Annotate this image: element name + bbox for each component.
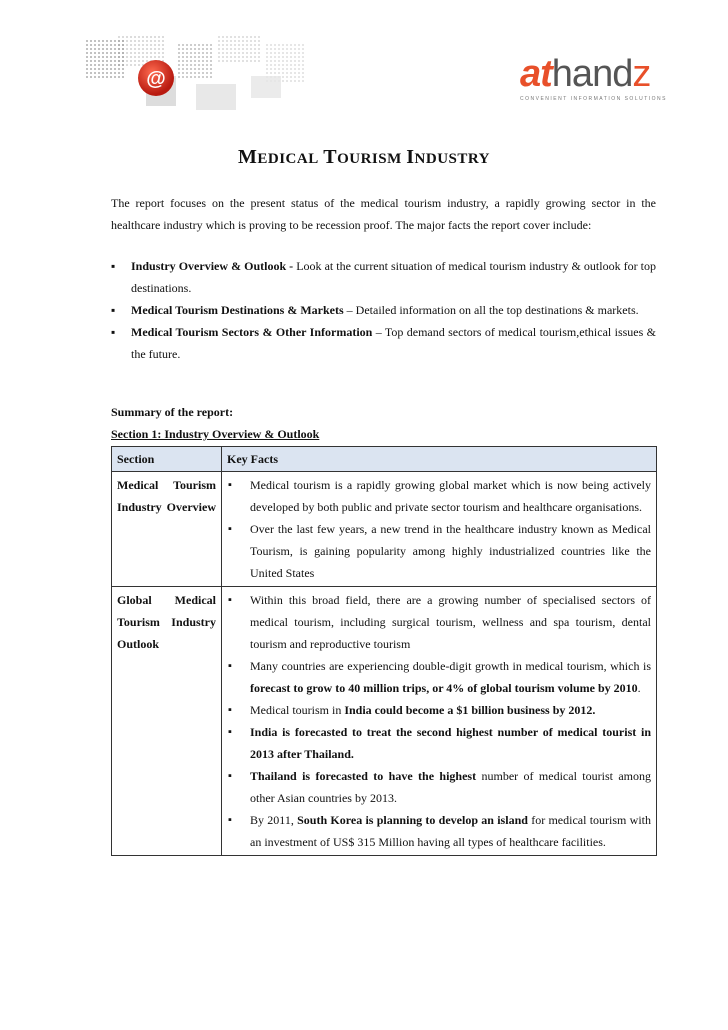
logo-z-text: z bbox=[632, 53, 651, 95]
list-item: ▪ Medical Tourism Destinations & Markets – Detailed information on all the top destinations & markets. bbox=[111, 299, 656, 321]
fact-item: ▪ Over the last few years, a new trend in the healthcare industry known as Medical Tourism, is gaining popularity among highly industrialized countries like the United States bbox=[228, 518, 651, 584]
key-facts-table bbox=[111, 446, 657, 856]
bullet-icon: ▪ bbox=[228, 770, 232, 782]
fact-item: ▪ By 2011, South Korea is planning to develop an island for medical tourism with an investment of US$ 315 Million having all types of healthcare facilities. bbox=[228, 809, 651, 853]
document-title: MEDICAL TOURISM INDUSTRY bbox=[237, 146, 491, 168]
section-heading: Section 1: Industry Overview & Outlook bbox=[111, 427, 320, 441]
section-cell: Global Medical Tourism Industry Outlook bbox=[112, 587, 222, 856]
athandz-logo bbox=[516, 50, 667, 110]
table-row bbox=[112, 587, 657, 856]
list-item: ▪ Industry Overview & Outlook - Look at the current situation of medical tourism industry & outlook for top destinations. bbox=[111, 255, 656, 299]
logo-hand-text: hand bbox=[551, 53, 633, 95]
bullet-icon: ▪ bbox=[111, 259, 116, 273]
bullet-icon: ▪ bbox=[228, 594, 232, 606]
logo-tagline: CONVENIENT INFORMATION SOLUTIONS bbox=[520, 96, 667, 102]
bullet-icon: ▪ bbox=[228, 479, 232, 491]
bullet-icon: ▪ bbox=[228, 704, 232, 716]
fact-item: ▪ India is forecasted to treat the second highest number of medical tourist in 2013 after Thailand. bbox=[228, 721, 651, 765]
intro-paragraph: The report focuses on the present status of the medical tourism industry, a rapidly growing sector in the healthcare industry which is proving to be recession proof. The major facts the report cover include: bbox=[111, 196, 656, 232]
fact-item: ▪ Within this broad field, there are a growing number of specialised sectors of medical tourism, including surgical tourism, wellness and spa tourism, dental tourism and reproductive tourism bbox=[228, 589, 651, 655]
logo-at-text: at bbox=[520, 53, 552, 95]
list-item: ▪ Medical Tourism Sectors & Other Information – Top demand sectors of medical tourism,ethical issues & the future. bbox=[111, 321, 656, 365]
fact-item: ▪ Many countries are experiencing double-digit growth in medical tourism, which is forecast to grow to 40 million trips, or 4% of global tourism volume by 2010. bbox=[228, 655, 651, 699]
table-row bbox=[112, 472, 657, 587]
summary-heading: Summary of the report: bbox=[111, 405, 234, 419]
at-symbol-graphic: @ bbox=[146, 68, 166, 90]
fact-item: ▪ Medical tourism is a rapidly growing global market which is now being actively developed by both public and private sector tourism and healthcare organisations. bbox=[228, 474, 651, 518]
section-cell: Medical Tourism Industry Overview bbox=[112, 472, 222, 587]
header-decorative-graphic bbox=[86, 36, 316, 116]
bullet-icon: ▪ bbox=[111, 325, 116, 339]
bullet-icon: ▪ bbox=[111, 303, 116, 317]
column-header-key-facts: Key Facts bbox=[222, 447, 657, 472]
facts-cell bbox=[222, 587, 657, 856]
fact-item: ▪ Medical tourism in India could become a $1 billion business by 2012. bbox=[228, 699, 651, 721]
bullet-icon: ▪ bbox=[228, 660, 232, 672]
table-header-row bbox=[112, 447, 657, 472]
bullet-icon: ▪ bbox=[228, 726, 232, 738]
fact-item: ▪ Thailand is forecasted to have the highest number of medical tourist among other Asian countries by 2013. bbox=[228, 765, 651, 809]
bullet-icon: ▪ bbox=[228, 523, 232, 535]
column-header-section: Section bbox=[112, 447, 222, 472]
bullet-icon: ▪ bbox=[228, 814, 232, 826]
report-coverage-list bbox=[111, 255, 656, 365]
facts-cell bbox=[222, 472, 657, 587]
